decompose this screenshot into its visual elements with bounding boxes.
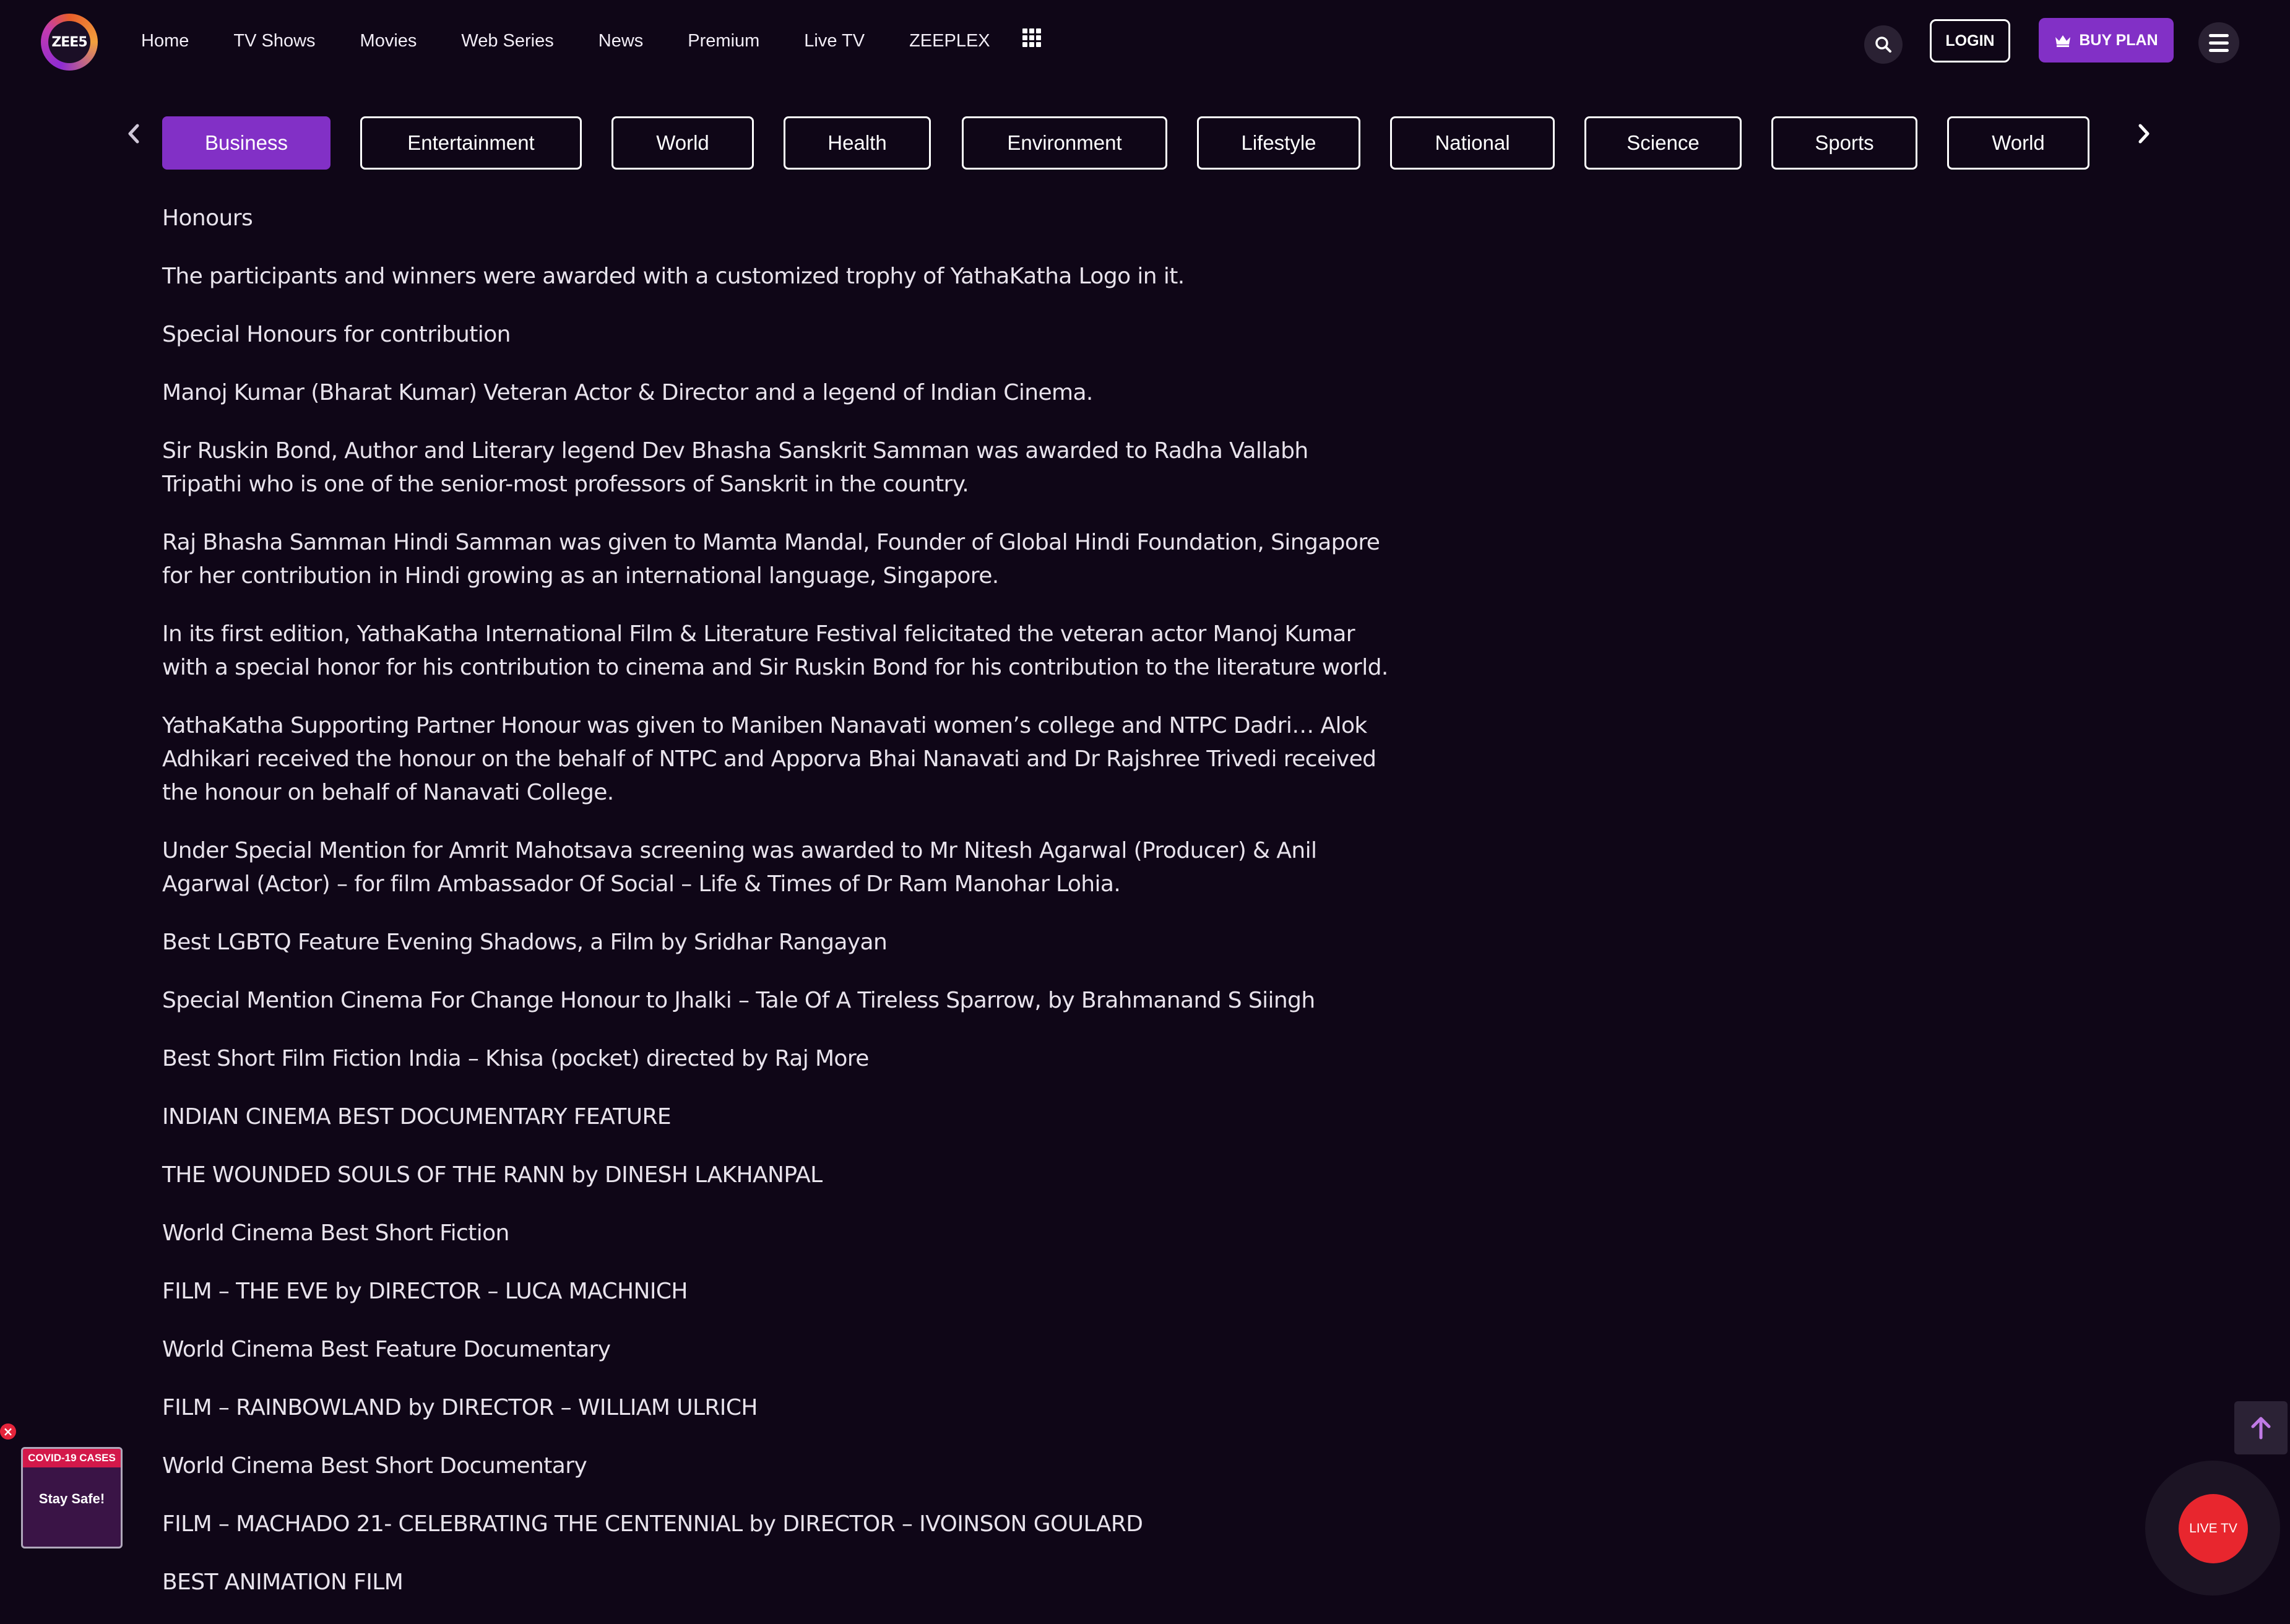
category-chip-entertainment[interactable]: Entertainment [360,116,582,170]
nav-item-movies[interactable]: Movies [360,31,417,51]
category-chip-sports[interactable]: Sports [1771,116,1917,170]
article-paragraph: BEST ANIMATION FILM [162,1570,404,1595]
categories-prev-button[interactable] [121,121,146,146]
nav-item-web-series[interactable]: Web Series [461,31,554,51]
top-navigation-bar [0,0,2290,84]
article-body [162,202,1394,1624]
zee5-logo[interactable] [41,14,98,71]
covid-widget-header: COVID-19 CASES [23,1449,121,1467]
article-paragraph: The participants and winners were awarded with a customized trophy of YathaKatha Logo in it. [162,264,1185,289]
article-paragraph: In its first edition, YathaKatha International Film & Literature Festival felicitated the veteran actor Manoj Kumar with a special honor for his contribution to cinema and Sir Ruskin Bond for his contribution to the literature world. [162,621,1388,680]
menu-line [2209,41,2229,45]
chevron-right-icon [2137,123,2151,144]
main-nav [141,28,1035,53]
article-paragraph: Special Mention Cinema For Change Honour to Jhalki – Tale Of A Tireless Sparrow, by Brahmanand S Siingh [162,988,1315,1013]
article-paragraph: Manoj Kumar (Bharat Kumar) Veteran Actor & Director and a legend of Indian Cinema. [162,380,1093,405]
arrow-up-icon [2247,1414,2275,1441]
crown-icon [2054,33,2072,47]
article-paragraph: FILM – MACHADO 21- CELEBRATING THE CENTENNIAL by DIRECTOR – IVOINSON GOULARD [162,1511,1143,1537]
nav-item-zeeplex[interactable]: ZEEPLEX [909,31,990,51]
article-paragraph: World Cinema Best Feature Documentary [162,1337,611,1362]
nav-item-home[interactable]: Home [141,31,189,51]
nav-item-news[interactable]: News [598,31,644,51]
article-paragraph: THE WOUNDED SOULS OF THE RANN by DINESH LAKHANPAL [162,1162,823,1188]
categories-next-button[interactable] [2132,121,2156,146]
article-paragraph: INDIAN CINEMA BEST DOCUMENTARY FEATURE [162,1104,672,1129]
apps-grid-icon[interactable] [1022,28,1041,47]
article-paragraph: World Cinema Best Short Documentary [162,1453,587,1479]
article-paragraph: Best Short Film Fiction India – Khisa (pocket) directed by Raj More [162,1046,869,1071]
search-icon [1874,35,1893,54]
category-chip-national[interactable]: National [1390,116,1555,170]
article-paragraph: FILM – THE EVE by DIRECTOR – LUCA MACHNICH [162,1279,688,1304]
hamburger-menu-button[interactable] [2198,22,2239,63]
article-paragraph: YathaKatha Supporting Partner Honour was given to Maniben Nanavati women’s college and NTPC Dadri… Alok Adhikari received the honour on the behalf of NTPC and Apporva Bhai Nanavati and Dr Rajshree Trivedi received the honour on behalf of Nanavati College. [162,713,1376,805]
menu-line [2209,34,2229,37]
article-paragraph: Honours [162,205,253,231]
covid-widget-close-icon[interactable]: × [0,1423,16,1440]
article-paragraph: Raj Bhasha Samman Hindi Samman was given to Mamta Mandal, Founder of Global Hindi Foundation, Singapore for her contribution in Hindi growing as an international language, Singapore. [162,530,1380,589]
login-button[interactable]: LOGIN [1930,19,2010,63]
category-chip-science[interactable]: Science [1584,116,1742,170]
scroll-to-top-button[interactable] [2234,1401,2288,1454]
category-chip-business[interactable]: Business [162,116,331,170]
category-chip-lifestyle[interactable]: Lifestyle [1197,116,1360,170]
nav-item-premium[interactable]: Premium [688,31,760,51]
article-paragraph: Under Special Mention for Amrit Mahotsava screening was awarded to Mr Nitesh Agarwal (Producer) & Anil Agarwal (Actor) – for film Ambassador Of Social – Life & Times of Dr Ram Manohar Lohia. [162,838,1317,897]
category-chip-environment[interactable]: Environment [962,116,1167,170]
category-chip-health[interactable]: Health [784,116,931,170]
nav-item-tv-shows[interactable]: TV Shows [233,31,316,51]
search-button[interactable] [1864,25,1903,64]
article-paragraph: Sir Ruskin Bond, Author and Literary legend Dev Bhasha Sanskrit Samman was awarded to Radha Vallabh Tripathi who is one of the senior-most professors of Sanskrit in the country. [162,438,1308,497]
article-paragraph: World Cinema Best Short Fiction [162,1220,509,1246]
category-chip-world[interactable]: World [611,116,754,170]
buy-plan-button[interactable] [2039,18,2174,63]
live-tv-button[interactable]: LIVE TV [2179,1494,2248,1563]
nav-item-live-tv[interactable]: Live TV [804,31,865,51]
article-paragraph: Best LGBTQ Feature Evening Shadows, a Film by Sridhar Rangayan [162,930,888,955]
chevron-left-icon [127,123,140,144]
buy-plan-label: BUY PLAN [2079,31,2158,49]
article-paragraph: Special Honours for contribution [162,322,511,347]
covid-widget[interactable] [21,1447,123,1548]
logo-text: ZEE5 [48,21,90,63]
menu-line [2209,49,2229,52]
article-paragraph: FILM – RAINBOWLAND by DIRECTOR – WILLIAM ULRICH [162,1395,758,1420]
category-chip-world-2[interactable]: World [1947,116,2089,170]
covid-widget-message: Stay Safe! [38,1491,105,1506]
